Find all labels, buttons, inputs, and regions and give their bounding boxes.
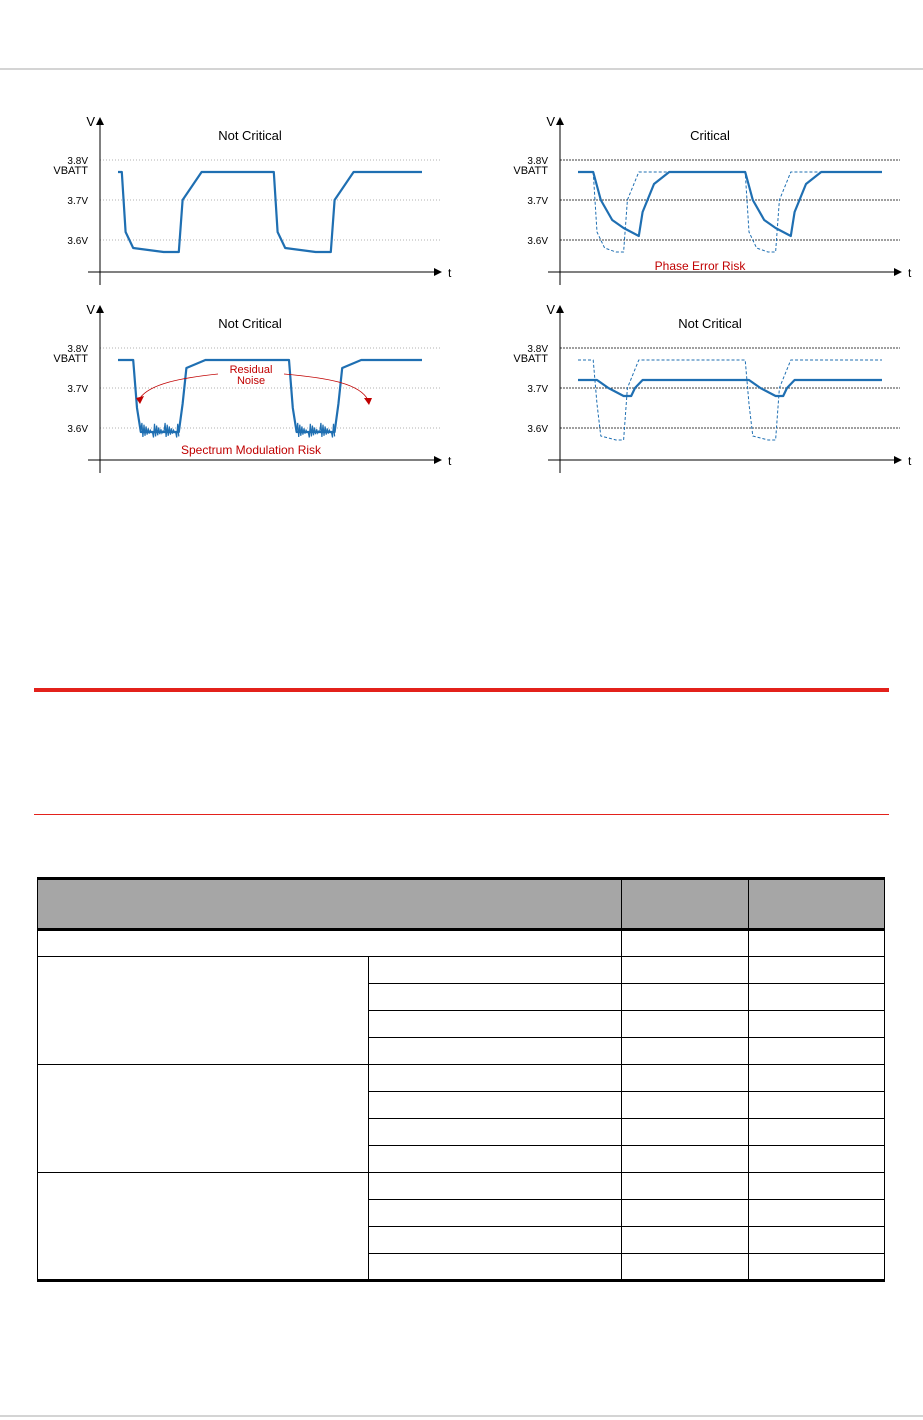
x-axis-arrow (434, 456, 442, 464)
tick-label-3-7v: 3.7V (67, 196, 88, 207)
table-header-row (38, 879, 885, 930)
noise-burst (141, 423, 179, 438)
table-cell (622, 930, 749, 957)
table-cell (622, 1146, 749, 1173)
table-row (38, 930, 885, 957)
table-cell (749, 1038, 885, 1065)
y-axis-label: V (546, 302, 555, 317)
table-cell (749, 1119, 885, 1146)
table-cell (622, 984, 749, 1011)
x-axis-label: t (908, 266, 912, 280)
tick-label-3-7v: 3.7V (67, 384, 88, 395)
chart-not-critical-flat (0, 100, 460, 295)
y-axis-arrow (556, 117, 564, 125)
tick-label-3-8v: 3.8V (527, 344, 548, 355)
x-axis-label: t (448, 454, 452, 468)
chart-title: Not Critical (218, 128, 282, 143)
x-axis-arrow (894, 456, 902, 464)
chart-title: Not Critical (678, 316, 742, 331)
table-cell (749, 1173, 885, 1200)
table-cell (368, 1200, 622, 1227)
table-cell (622, 1200, 749, 1227)
section-divider-thin (34, 814, 889, 815)
chart-critical-phase-error (460, 100, 923, 295)
chart-title: Critical (690, 128, 730, 143)
table-cell (749, 1200, 885, 1227)
table-cell (368, 1092, 622, 1119)
table-cell (368, 1119, 622, 1146)
annotation-phase-error-risk: Phase Error Risk (654, 259, 746, 273)
x-axis-arrow (894, 268, 902, 276)
header-rule (0, 68, 923, 70)
table-row (38, 1065, 885, 1092)
arrow-right-head (364, 398, 372, 405)
tick-label-3-8v: 3.8V (527, 156, 548, 167)
table-cell (368, 1038, 622, 1065)
table-header-cell (749, 879, 885, 930)
table-group-label (38, 957, 369, 1065)
tick-label-vbatt: VBATT (53, 165, 88, 177)
y-axis-arrow (556, 305, 564, 313)
table-group-label (38, 1065, 369, 1173)
table-header-cell (38, 879, 622, 930)
tick-label-3-8v: 3.8V (67, 156, 88, 167)
table-cell (368, 984, 622, 1011)
table-cell (622, 1119, 749, 1146)
table-cell (622, 1254, 749, 1281)
table-group-label (38, 1173, 369, 1281)
y-axis-label: V (86, 302, 95, 317)
table-cell (38, 930, 622, 957)
vbatt-trace (578, 172, 882, 236)
chart-title: Not Critical (218, 316, 282, 331)
table-header-cell (622, 879, 749, 930)
footer-rule (0, 1415, 923, 1417)
annotation-residual: Residual (229, 364, 273, 376)
tick-label-3-7v: 3.7V (527, 384, 548, 395)
table-cell (368, 1065, 622, 1092)
table-cell (622, 957, 749, 984)
y-axis-arrow (96, 117, 104, 125)
annotation-spectrum-modulation-risk: Spectrum Modulation Risk (180, 443, 322, 457)
table-cell (749, 1065, 885, 1092)
y-axis-label: V (86, 114, 95, 129)
table-cell (749, 1146, 885, 1173)
table-cell (749, 984, 885, 1011)
table-cell (622, 1065, 749, 1092)
tick-label-3-8v: 3.8V (67, 344, 88, 355)
table-cell (368, 1227, 622, 1254)
tick-label-vbatt: VBATT (53, 353, 88, 365)
section-divider-thick (34, 688, 889, 692)
tick-label-3-6v: 3.6V (67, 236, 88, 247)
arrow-right (284, 374, 368, 400)
table-cell (368, 1254, 622, 1281)
y-axis-arrow (96, 305, 104, 313)
table-cell (368, 957, 622, 984)
chart-not-critical-reduced-drop (460, 288, 923, 483)
tick-label-3-6v: 3.6V (527, 424, 548, 435)
table-cell (749, 1011, 885, 1038)
tick-label-3-7v: 3.7V (527, 196, 548, 207)
table-cell (749, 1227, 885, 1254)
tick-label-vbatt: VBATT (513, 165, 548, 177)
annotation-noise: Noise (236, 375, 266, 387)
x-axis-label: t (908, 454, 912, 468)
y-axis-label: V (546, 114, 555, 129)
x-axis-arrow (434, 268, 442, 276)
table-cell (368, 1146, 622, 1173)
tick-label-3-6v: 3.6V (527, 236, 548, 247)
table-cell (622, 1011, 749, 1038)
spec-table (37, 877, 885, 1282)
table-cell (622, 1038, 749, 1065)
table-cell (368, 1173, 622, 1200)
noise-burst (297, 423, 335, 438)
table-cell (749, 1092, 885, 1119)
tick-label-vbatt: VBATT (513, 353, 548, 365)
table-cell (749, 1254, 885, 1281)
table-cell (622, 1227, 749, 1254)
tick-label-3-6v: 3.6V (67, 424, 88, 435)
table-row (38, 1173, 885, 1200)
table-cell (749, 957, 885, 984)
table-row (38, 957, 885, 984)
arrow-left (140, 374, 218, 398)
table-cell (368, 1011, 622, 1038)
table-cell (622, 1092, 749, 1119)
table-cell (749, 930, 885, 957)
chart-not-critical-residual-noise (0, 288, 460, 483)
x-axis-label: t (448, 266, 452, 280)
table-cell (622, 1173, 749, 1200)
